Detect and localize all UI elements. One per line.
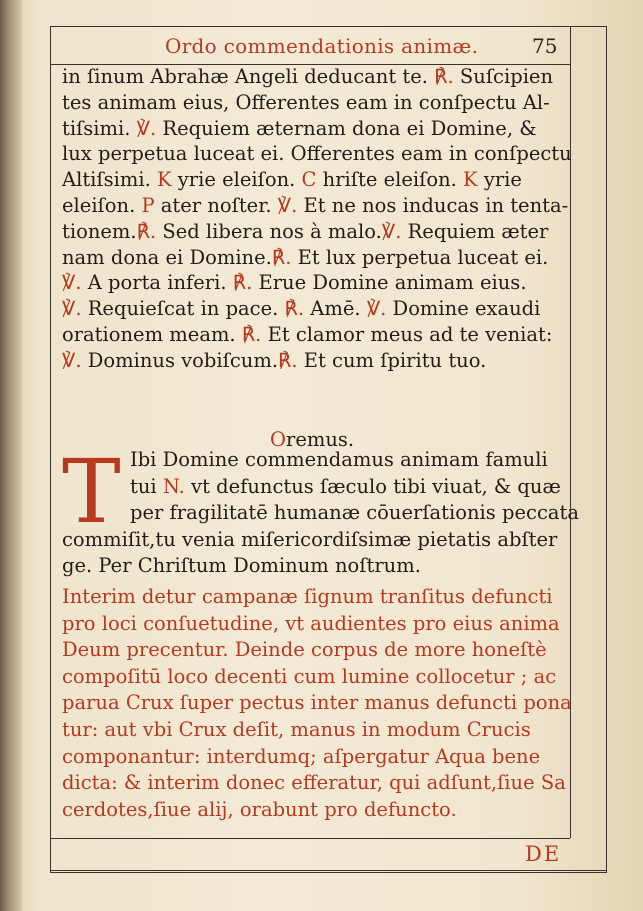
text-line: Deum precentur. Deinde corpus de more honeſtè <box>62 638 547 662</box>
rubric-mark: K <box>463 168 478 192</box>
text-span: Requiem æternam dona ei Domine, & <box>156 116 537 140</box>
text-line <box>130 500 579 526</box>
text-span: Requieſcat in pace. <box>81 297 285 321</box>
text-span: lux perpetua luceat ei. Offerentes eam in conſpectu <box>62 142 572 166</box>
text-span: Suſcipien <box>453 65 554 88</box>
rubric-mark: K <box>156 168 172 192</box>
rubric-mark: ℟. <box>241 323 262 346</box>
text-span: Ibi Domine commendamus animam famuli <box>130 448 548 471</box>
text-line <box>62 116 537 142</box>
text-line <box>62 193 568 219</box>
text-line <box>62 348 486 374</box>
text-line <box>62 270 527 296</box>
text-line: pro loci conſuetudine, vt audientes pro eius anima <box>62 611 560 635</box>
running-title: Ordo commendationis animæ. <box>165 34 479 58</box>
text-line <box>62 90 550 116</box>
rubric-mark: ℟. <box>136 219 157 243</box>
heading-rest: remus. <box>286 428 355 451</box>
text-span: hriſte eleiſon. <box>316 168 464 192</box>
rubric-mark: ℣. <box>277 194 298 217</box>
page-number: 75 <box>532 34 558 58</box>
text-line: tur: aut vbi Crux deſit, manus in modum Crucis <box>62 718 531 741</box>
rubric-mark: ℟. <box>271 245 292 269</box>
text-span: Amē. <box>304 297 367 321</box>
bottom-rule <box>50 838 570 839</box>
text-span: eleiſon. <box>62 194 142 217</box>
text-line: compoſitū loco decenti cum lumine collocetur ; ac <box>62 664 557 688</box>
text-line <box>62 245 548 271</box>
text-line <box>62 219 548 245</box>
text-line <box>62 64 553 90</box>
text-line <box>62 141 572 167</box>
rubric-mark: ℣. <box>62 271 82 295</box>
rubric-mark: ℟. <box>278 348 298 372</box>
text-line: parua Crux ſuper pectus inter manus defuncti pona <box>62 691 572 715</box>
text-span: Dominus vobiſcum. <box>81 348 279 372</box>
rubric-mark: P <box>141 194 155 217</box>
text-span: tui <box>130 474 163 498</box>
text-line: componantur: interdumq; aſpergatur Aqua bene <box>62 744 541 768</box>
rubric-mark: ℣. <box>136 116 157 140</box>
text-span: ge. Per Chriſtum Dominum noſtrum. <box>62 554 421 577</box>
text-span: in ſinum Abrahæ Angeli deducant te. <box>62 65 435 88</box>
text-line <box>62 527 557 553</box>
text-span: tiſsimi. <box>62 116 137 140</box>
text-line: dicta: & interim donec efferatur, qui adſunt,ſiue Sa <box>62 771 566 795</box>
text-line <box>62 296 540 322</box>
text-span: Requiem æter <box>401 219 549 243</box>
rubric-mark: ℣. <box>62 297 82 321</box>
text-span: tionem. <box>62 219 137 243</box>
rubric-mark: ℟. <box>284 297 305 321</box>
text-span: tes animam eius, Offerentes eam in conſpectu Al- <box>62 90 550 114</box>
text-line <box>130 447 548 473</box>
text-line <box>62 167 522 193</box>
catchword: DE <box>525 842 562 866</box>
text-span: nam dona ei Domine. <box>62 245 272 269</box>
text-span: per fragilitatē humanæ cōuerſationis peccata <box>130 501 579 524</box>
text-line: Interim detur campanæ ſignum tranſitus defuncti <box>62 585 553 608</box>
text-line <box>62 322 552 348</box>
text-span: ater noſter. <box>154 194 278 217</box>
text-span: Erue Domine animam eius. <box>252 271 527 295</box>
rubric-mark: ℣. <box>366 297 387 321</box>
text-span: orationem meam. <box>62 323 242 346</box>
drop-cap-initial: T <box>62 440 121 543</box>
rubric-mark: ℣. <box>62 348 82 372</box>
text-line <box>130 474 561 500</box>
text-span: Et ne nos inducas in tenta- <box>297 194 569 217</box>
text-span: Sed libera nos à malo. <box>156 219 382 243</box>
text-line <box>62 553 421 579</box>
heading-initial: O <box>270 428 286 451</box>
text-span: yrie eleiſon. <box>171 168 302 192</box>
text-span: A porta inferi. <box>81 271 233 295</box>
text-span: Domine exaudi <box>386 297 541 321</box>
text-line: cerdotes,ſiue alij, orabunt pro defuncto. <box>62 797 457 821</box>
footer-rule <box>50 870 607 871</box>
rubric-mark: ℣. <box>381 219 402 243</box>
text-span: Altiſsimi. <box>62 168 157 192</box>
book-binding <box>0 0 22 911</box>
text-span: commiſit,tu venia miſericordiſsimæ pietatis abſter <box>62 527 558 551</box>
text-span: Et cum ſpiritu tuo. <box>297 348 487 372</box>
rubric-mark: C <box>301 168 317 192</box>
text-span: Et clamor meus ad te veniat: <box>261 323 553 346</box>
rubric-mark: ℟. <box>232 271 253 295</box>
rubric-mark: ℟. <box>434 65 454 88</box>
text-span: vt defunctus ſæculo tibi viuat, & quæ <box>184 474 561 498</box>
text-span: yrie <box>477 168 522 192</box>
rubric-mark: N. <box>162 474 185 498</box>
text-span: Et lux perpetua luceat ei. <box>291 245 549 269</box>
